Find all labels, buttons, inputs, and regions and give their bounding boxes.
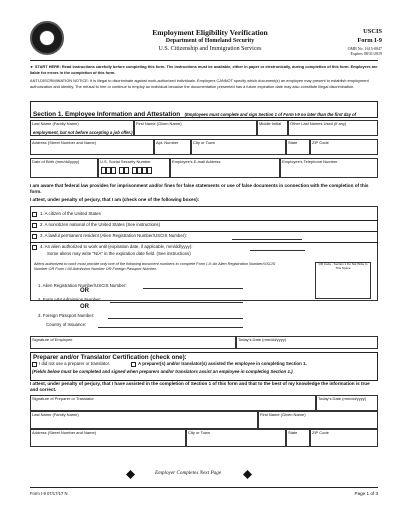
- preparer-attestation: I attest, under penalty of perjury, that I have assisted in the completion of Section 1 of this form and that to the best of my knowledge the information is true and correct.: [30, 381, 370, 392]
- passport-input[interactable]: [108, 318, 243, 319]
- country-input[interactable]: [98, 327, 243, 328]
- ssn-digit[interactable]: [119, 167, 124, 174]
- state-label: State: [288, 140, 298, 145]
- i94-label: 2. Form I-94 Admission Number:: [38, 297, 102, 302]
- city-label: City or Town: [193, 140, 215, 145]
- passport-label: 3. Foreign Passport Number:: [38, 313, 95, 318]
- section1-title-note: (Employees must complete and sign Section 1 of Form I-9 no later than the first day of employment, but not before accepting a job offer.): [33, 112, 357, 135]
- option-divider: [30, 231, 378, 232]
- permanent-resident-number-input[interactable]: [232, 239, 302, 240]
- stop-sign-icon: [126, 470, 135, 479]
- alien-authorized-checkbox[interactable]: [32, 245, 37, 250]
- employee-signature-label: Signature of Employee: [32, 337, 73, 342]
- preparer-address-label: Address (Street Number and Name): [32, 430, 97, 435]
- attest-statement: I attest, under penalty of perjury, that I am (check one of the following boxes):: [30, 197, 200, 202]
- preparer-signature-label: Signature of Preparer or Translator: [32, 396, 94, 401]
- or-label: OR: [80, 304, 89, 310]
- option-divider: [30, 220, 378, 221]
- country-label: Country of Issuance:: [46, 322, 87, 327]
- alien-authorized-option-label: 4. An alien authorized to work until (expiration date, if applicable, mm/dd/yyyy):: [40, 244, 193, 249]
- ssn-digit[interactable]: [132, 167, 137, 174]
- preparer-first-name-label: First Name (Given Name): [260, 412, 306, 417]
- preparer-assisted-label: A preparer(s) and/or translator(s) assisted the employee in completing Section 1.: [138, 361, 307, 366]
- other-last-names-label: Other Last Names Used (if any): [290, 121, 347, 126]
- agency-name: U.S. Citizenship and Immigration Services: [158, 46, 262, 52]
- apt-number-label: Apt. Number: [156, 140, 179, 145]
- alien-registration-label: 1. Alien Registration Number/USCIS Number:: [38, 283, 127, 288]
- department-name: Department of Homeland Security: [165, 38, 255, 44]
- citizen-checkbox[interactable]: [32, 212, 37, 217]
- or-label: OR: [80, 288, 89, 294]
- phone-label: Employee's Telephone Number: [282, 159, 338, 164]
- option4-note: Some aliens may write "N/A" in the expiration date field. (See instructions): [47, 251, 191, 256]
- preparer-zip-label: ZIP Code: [312, 430, 329, 435]
- zip-label: ZIP Code: [312, 140, 329, 145]
- ssn-label: U.S. Social Security Number: [100, 159, 151, 164]
- omb-number: OMB No. 1615-0047: [347, 46, 382, 51]
- permanent-resident-checkbox[interactable]: [32, 234, 37, 239]
- ssn-digit[interactable]: [137, 167, 142, 174]
- anti-discrimination-notice: ANTI-DISCRIMINATION NOTICE: It is illegal to discriminate against work-authorized individuals. Employers CANNOT specify which document(s) an employee may present to establish employment authorization and identity. The refusal to hire or continue to employ an individual because the documentation presented has a future expiration date may also constitute illegal discrimination.: [30, 78, 369, 89]
- form-title: Employment Eligibility Verification: [152, 28, 268, 37]
- last-name-label: Last Name (Family Name): [32, 121, 79, 126]
- option-divider: [30, 242, 378, 243]
- form-id: Form I-9 07/17/17 N: [30, 491, 68, 496]
- address-label: Address (Street Number and Name): [32, 140, 97, 145]
- alien-registration-input[interactable]: [143, 288, 243, 289]
- aliens-note: Aliens authorized to work must provide only one of the following document numbers to complete Form I-9: An Alien Registration Number/USCIS Number OR Form I-94 Admission Number OR Foreign Passport Number.: [34, 262, 276, 271]
- qr-code-label: QR Code - Section 1 Do Not Write In This Space: [318, 262, 368, 270]
- preparer-last-name-label: Last Name (Family Name): [32, 412, 79, 417]
- ssn-digit[interactable]: [111, 167, 116, 174]
- org-label: USCIS: [363, 28, 382, 35]
- employer-next-page: Employer Completes Next Page: [155, 470, 222, 476]
- noncitizen-national-checkbox[interactable]: [32, 223, 37, 228]
- employee-date-label: Today's Date (mm/dd/yyyy): [238, 337, 287, 342]
- first-name-label: First Name (Given Name): [136, 121, 182, 126]
- middle-initial-label: Middle Initial: [259, 121, 282, 126]
- header-divider: [30, 60, 378, 61]
- preparer-state-label: State: [288, 430, 298, 435]
- aware-statement: I am aware that federal law provides for imprisonment and/or fines for false statements or use of false documents in connection with the completion of this form.: [30, 183, 369, 194]
- no-preparer-label: I did not use a preparer or translator.: [39, 361, 111, 366]
- ssn-digit[interactable]: [124, 167, 129, 174]
- preparer-title: Preparer and/or Translator Certification (check one):: [33, 354, 187, 361]
- i94-input[interactable]: [110, 302, 243, 303]
- expiration-date: Expires 08/31/2019: [350, 51, 382, 56]
- start-here-notice: ► START HERE: Read instructions carefully before completing this form. The instructions must be available, either in paper or electronically, during completion of this form. Employers are liable for errors in the completion of this form.: [30, 64, 378, 75]
- ssn-digit[interactable]: [147, 167, 152, 174]
- dob-label: Date of Birth (mm/dd/yyyy): [32, 159, 80, 164]
- preparer-fields-note: (Fields below must be completed and signed when preparers and/or translators assist an employee in completing Section 1.): [32, 369, 293, 374]
- expiration-date-input[interactable]: [250, 250, 305, 251]
- ssn-digit[interactable]: [106, 167, 111, 174]
- form-number: Form I-9: [357, 37, 382, 44]
- citizen-option-label: 1. A citizen of the United States: [40, 211, 101, 216]
- footer-divider: [30, 487, 378, 488]
- preparer-assisted-checkbox[interactable]: [131, 362, 136, 367]
- email-label: Employee's E-mail Address: [172, 159, 221, 164]
- preparer-section: [30, 352, 378, 381]
- no-preparer-checkbox[interactable]: [32, 362, 37, 367]
- dhs-seal-icon: [30, 21, 64, 55]
- ssn-digit[interactable]: [101, 167, 106, 174]
- stop-sign-icon: [243, 470, 252, 479]
- section1-title: Section 1. Employee Information and Attestation: [33, 111, 181, 118]
- ssn-digit[interactable]: [142, 167, 147, 174]
- noncitizen-national-option-label: 2. A noncitizen national of the United States (See instructions): [40, 222, 161, 227]
- permanent-resident-option-label: 3. A lawful permanent resident (Alien Registration Number/USCIS Number):: [40, 233, 187, 238]
- page-number: Page 1 of 3: [354, 491, 378, 496]
- preparer-city-label: City or Town: [188, 430, 210, 435]
- preparer-date-label: Today's Date (mm/dd/yyyy): [318, 396, 367, 401]
